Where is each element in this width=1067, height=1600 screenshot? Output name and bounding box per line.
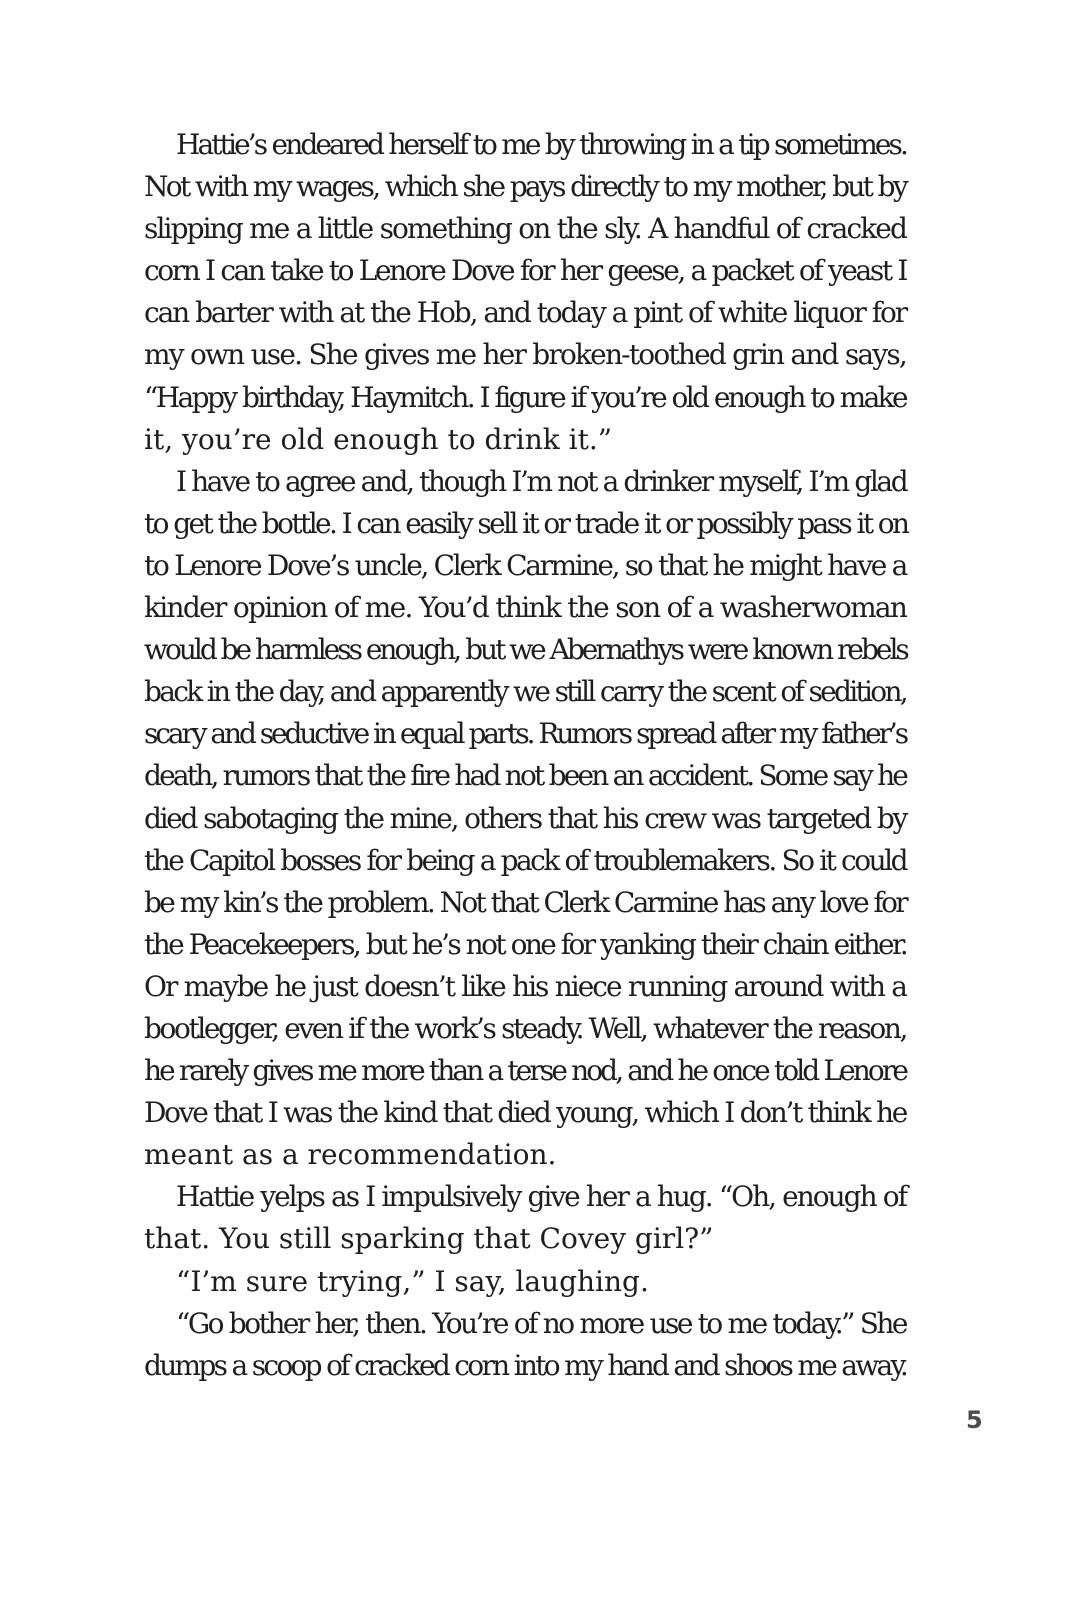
text-line: can barter with at the Hob, and today a pint of white liquor for [144,296,906,330]
page-number: 5 [966,1406,983,1434]
text-line: to get the bottle. I can easily sell it or trade it or possibly pass it on [144,506,908,540]
text-line: meant as a recommendation. [144,1138,557,1172]
text-line: I have to agree and, though I’m not a drinker myself, I’m glad [176,464,907,498]
text-line: kinder opinion of me. You’d think the son of a washerwoman [144,591,907,625]
text-line: “Happy birthday, Haymitch. I figure if you’re old enough to make [144,380,906,414]
text-line: Hattie’s endeared herself to me by throwing in a tip sometimes. [176,128,906,161]
text-line: corn I can take to Lenore Dove for her geese, a packet of yeast I [144,254,906,288]
text-line: death, rumors that the fire had not been an accident. Some say he [144,759,907,793]
text-line: the Capitol bosses for being a pack of troublemakers. So it could [144,843,906,877]
text-line: bootlegger, even if the work’s steady. Well, whatever the reason, [144,1011,906,1045]
text-line: the Peacekeepers, but he’s not one for yanking their chain either. [144,927,906,961]
text-line: “I’m sure trying,” I say, laughing. [176,1264,649,1298]
text-line: Hattie yelps as I impulsively give her a hug. “Oh, enough of [176,1180,906,1214]
text-line: to Lenore Dove’s uncle, Clerk Carmine, so that he might have a [144,548,906,582]
text-line: it, you’re old enough to drink it.” [144,422,613,456]
body-text [144,124,906,1387]
text-line: dumps a scoop of cracked corn into my hand and shoos me away. [144,1348,907,1382]
text-line: scary and seductive in equal parts. Rumors spread after my father’s [144,717,906,751]
text-line: died sabotaging the mine, others that his crew was targeted by [144,801,906,835]
text-line: slipping me a little something on the sly. A handful of cracked [144,212,906,246]
text-line: would be harmless enough, but we Abernathys were known rebels [144,633,907,667]
text-line: Not with my wages, which she pays directly to my mother, but by [144,170,906,204]
text-line: my own use. She gives me her broken-toothed grin and says, [144,338,906,372]
text-line: that. You still sparking that Covey girl?” [144,1222,714,1256]
text-line: Or maybe he just doesn’t like his niece running around with a [144,969,906,1003]
text-line: he rarely gives me more than a terse nod, and he once told Lenore [144,1054,906,1088]
text-line: be my kin’s the problem. Not that Clerk Carmine has any love for [144,885,906,919]
text-line: back in the day, and apparently we still carry the scent of sedition, [144,675,906,709]
text-line: “Go bother her, then. You’re of no more use to me today.” She [176,1306,906,1340]
text-line: Dove that I was the kind that died young, which I don’t think he [144,1096,906,1130]
